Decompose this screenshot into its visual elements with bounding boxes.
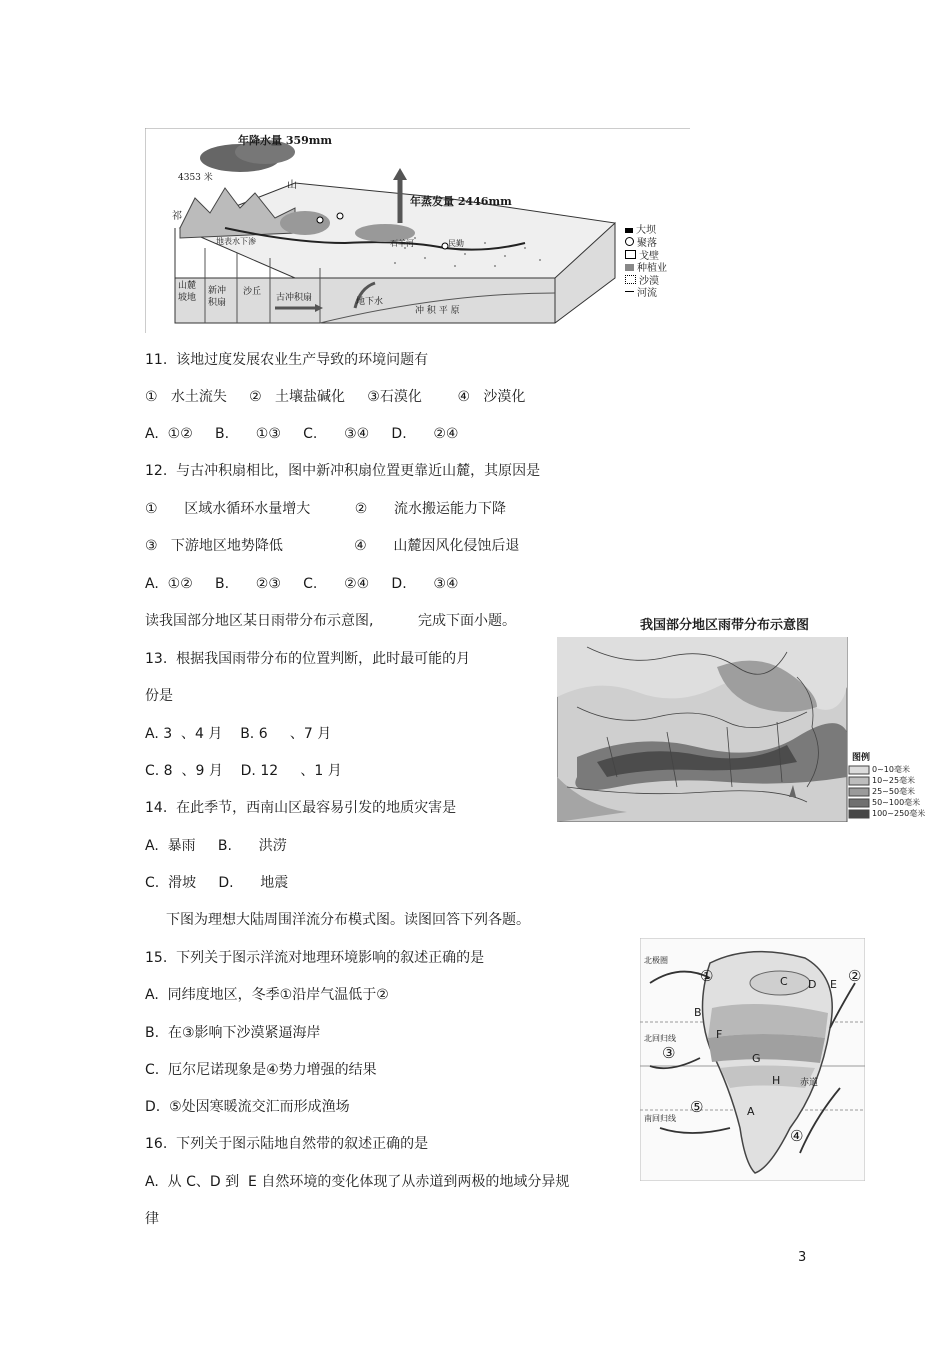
rain-legend-swatches	[849, 766, 869, 818]
q14-stem: 14. 在此季节，西南山区最容易引发的地质灾害是	[145, 800, 457, 816]
minqin-label: 民勤	[448, 239, 464, 248]
zone-H: H	[772, 1074, 781, 1087]
q13-intro: 读我国部分地区某日雨带分布示意图, 完成下面小题。	[145, 613, 516, 629]
figure-rain-belt-map	[557, 637, 922, 822]
current-2: ②	[848, 967, 862, 985]
zone-G: G	[752, 1052, 761, 1065]
q14-answers-1: A. 暴雨 B. 洪涝	[145, 838, 287, 854]
tropic-capricorn-label: 南回归线	[644, 1114, 676, 1123]
q15-option-a: A. 同纬度地区，冬季①沿岸气温低于②	[145, 987, 389, 1003]
q15-option-c: C. 厄尔尼诺现象是④势力增强的结果	[145, 1062, 377, 1078]
q12-answers: A. ①② B. ②③ C. ②④ D. ③④	[145, 576, 459, 592]
tropic-cancer-label: 北回归线	[644, 1034, 676, 1043]
legend-label-0: 0~10毫米	[872, 765, 910, 774]
equator-label: 赤道	[800, 1078, 819, 1088]
q15-stem: 15. 下列关于图示洋流对地理环境影响的叙述正确的是	[145, 950, 485, 966]
q12-options-1: ① 区域水循环水量增大 ② 流水搬运能力下降	[145, 501, 507, 517]
zone-A: A	[747, 1105, 755, 1118]
legend-farming: 种植业	[625, 263, 667, 275]
height-label: 4353 米	[178, 173, 213, 183]
legend-label-1: 10~25毫米	[872, 776, 916, 785]
legend-swatch-4	[849, 810, 869, 818]
evap-label: 年蒸发量 2446mm	[410, 195, 512, 208]
legend-dam: 大坝	[625, 225, 667, 237]
q13-stem-2: 份是	[145, 688, 173, 704]
legend-gobi: 戈壁	[625, 250, 667, 263]
current-3: ③	[662, 1044, 676, 1062]
rain-map-title: 我国部分地区雨带分布示意图	[640, 618, 810, 633]
q16-option-a-1: A. 从 C、D 到 E 自然环境的变化体现了从赤道到两极的地域分异规	[145, 1174, 570, 1190]
mountain-label: 山	[287, 180, 297, 191]
qi-label: 祁	[172, 211, 182, 222]
q12-stem: 12. 与古冲积扇相比，图中新冲积扇位置更靠近山麓，其原因是	[145, 463, 541, 479]
q13-stem-1: 13. 根据我国雨带分布的位置判断，此时最可能的月	[145, 651, 471, 667]
current-4: ④	[790, 1127, 804, 1145]
legend-swatch-0	[849, 766, 869, 774]
q12-options-2: ③ 下游地区地势降低 ④ 山麓因风化侵蚀后退	[145, 538, 520, 554]
zone-F: F	[716, 1028, 723, 1041]
q15-option-b: B. 在③影响下沙漠紧逼海岸	[145, 1025, 321, 1041]
zone-D: D	[808, 978, 817, 991]
q16-option-a-2: 律	[145, 1211, 159, 1227]
q15-intro: 下图为理想大陆周围洋流分布模式图。读图回答下列各题。	[166, 912, 530, 928]
q11-options: ① 水土流失 ② 土壤盐碱化 ③石漠化 ④ 沙漠化	[145, 389, 526, 405]
page-number: 3	[798, 1250, 807, 1265]
q14-answers-2: C. 滑坡 D. 地震	[145, 875, 289, 891]
zone-dune: 沙丘	[243, 287, 262, 297]
q13-answers-1: A. 3 、4 月 B. 6 、7 月	[145, 726, 332, 742]
q15-option-d: D. ⑤处因寒暖流交汇而形成渔场	[145, 1099, 350, 1115]
legend-river: 河流	[625, 288, 667, 300]
river-label: 石羊河	[390, 239, 414, 248]
q13-answers-2: C. 8 、9 月 D. 12 、1 月	[145, 763, 342, 779]
zone-old-fan: 古冲积扇	[276, 293, 313, 303]
legend-label-4: 100~250毫米	[872, 809, 926, 818]
groundwater-label: 地下水	[356, 297, 384, 307]
zone-slope: 山麓坡地	[178, 281, 197, 303]
seep-label: 地表水下渗	[216, 237, 256, 246]
legend-swatch-1	[849, 777, 869, 785]
q16-stem: 16. 下列关于图示陆地自然带的叙述正确的是	[145, 1136, 429, 1152]
rain-legend-title: 图例	[852, 753, 871, 763]
legend-settlement: 聚落	[625, 237, 667, 250]
rain-legend-labels	[872, 764, 925, 819]
zone-E: E	[830, 978, 837, 991]
q11-stem: 11. 该地过度发展农业生产导致的环境问题有	[145, 352, 429, 368]
zone-B: B	[694, 1006, 702, 1019]
arctic-circle-label: 北极圈	[644, 956, 668, 965]
zone-new-fan: 新冲积扇	[208, 286, 227, 308]
rain-label: 年降水量 359mm	[238, 134, 333, 147]
current-1: ①	[700, 967, 714, 985]
legend-swatch-2	[849, 788, 869, 796]
legend-swatch-3	[849, 799, 869, 807]
fig1-legend	[625, 225, 667, 300]
legend-desert: 沙漠	[625, 275, 667, 288]
legend-label-2: 25~50毫米	[872, 787, 916, 796]
current-5: ⑤	[690, 1098, 704, 1116]
zone-plain: 冲 积 平 原	[415, 306, 460, 316]
legend-label-3: 50~100毫米	[872, 798, 921, 807]
zone-C: C	[780, 975, 788, 988]
q11-answers: A. ①② B. ①③ C. ③④ D. ②④	[145, 426, 459, 442]
